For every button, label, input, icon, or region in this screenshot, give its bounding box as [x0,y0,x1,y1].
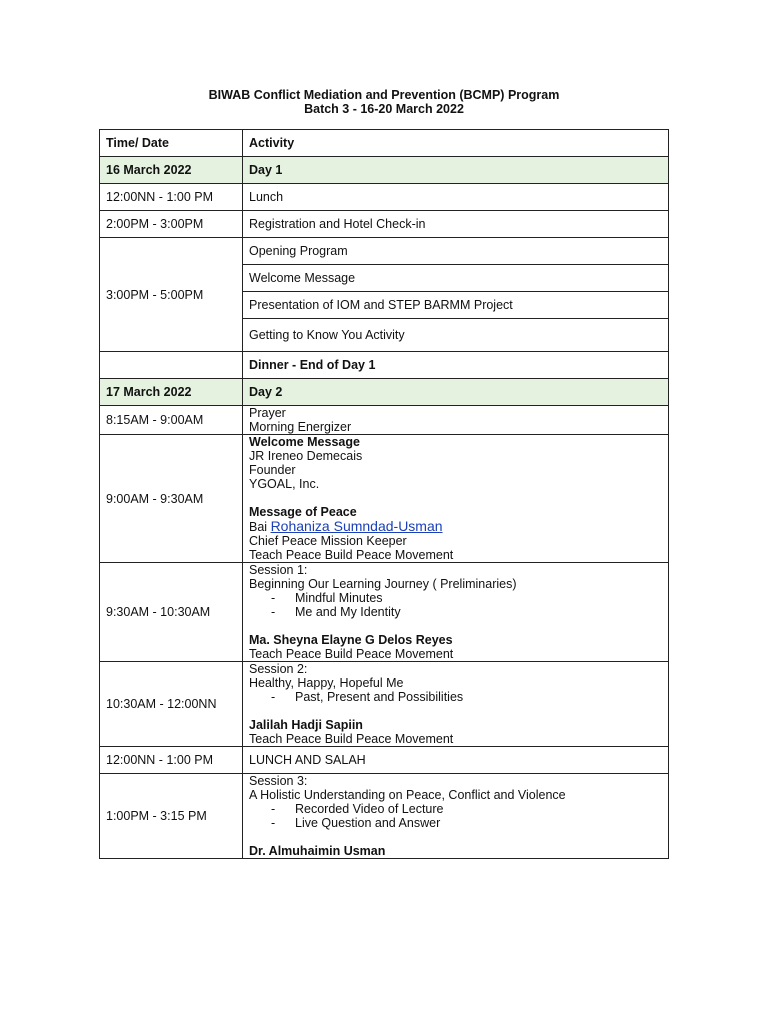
header-activity: Activity [243,130,669,157]
speaker-role: Founder [249,463,296,477]
speaker-org: YGOAL, Inc. [249,477,320,491]
session-title: Session 2: [249,662,308,676]
table-header-row [100,130,669,157]
program-title: BIWAB Conflict Mediation and Prevention (BCMP) Program [208,88,560,102]
row-time: 9:00AM - 9:30AM [100,435,243,563]
document-title [0,88,768,116]
table-row [100,352,669,379]
row-activity: Lunch [243,184,669,211]
row-activity [243,662,669,747]
session-title: Session 1: [249,563,308,577]
row-activity: Presentation of IOM and STEP BARMM Project [243,292,669,319]
session-speaker: Jalilah Hadji Sapiin [249,718,363,732]
row-activity [243,774,669,859]
table-row [100,435,669,563]
energizer-text: Morning Energizer [249,420,352,434]
table-row [100,184,669,211]
row-activity: LUNCH AND SALAH [243,747,669,774]
row-activity: Opening Program [243,238,669,265]
session-speaker: Ma. Sheyna Elayne G Delos Reyes [249,633,453,647]
speaker2-prefix: Bai [249,520,268,534]
table-row [100,238,669,265]
table-row [100,774,669,859]
row-activity: Registration and Hotel Check-in [243,211,669,238]
session-speaker: Dr. Almuhaimin Usman [249,844,386,858]
prayer-text: Prayer [249,406,286,420]
row-activity [243,435,669,563]
day1-end: Dinner - End of Day 1 [243,352,669,379]
bullet-item: - Recorded Video of Lecture [271,802,444,816]
row-activity: Welcome Message [243,265,669,292]
table-row [100,563,669,662]
bullet-item: - Live Question and Answer [271,816,441,830]
row-activity: Getting to Know You Activity [243,319,669,352]
row-time: 1:00PM - 3:15 PM [100,774,243,859]
row-time: 12:00NN - 1:00 PM [100,184,243,211]
speaker-name: JR Ireneo Demecais [249,449,363,463]
speaker2-org: Teach Peace Build Peace Movement [249,548,454,562]
speaker2-line [249,519,662,534]
speaker2-role: Chief Peace Mission Keeper [249,534,407,548]
session-subtitle: Beginning Our Learning Journey ( Preliminaries) [249,577,517,591]
bullet-item: - Mindful Minutes [271,591,383,605]
day2-date: 17 March 2022 [100,379,243,406]
day1-label: Day 1 [243,157,669,184]
row-time: 9:30AM - 10:30AM [100,563,243,662]
peace-heading: Message of Peace [249,505,357,519]
session-subtitle: A Holistic Understanding on Peace, Conflict and Violence [249,788,566,802]
session-title: Session 3: [249,774,308,788]
day1-date: 16 March 2022 [100,157,243,184]
row-time: 10:30AM - 12:00NN [100,662,243,747]
row-activity [243,406,669,435]
row-time-empty [100,352,243,379]
table-row [100,406,669,435]
schedule-table [99,129,669,859]
day1-row [100,157,669,184]
row-time: 8:15AM - 9:00AM [100,406,243,435]
bullet-item: - Past, Present and Possibilities [271,690,464,704]
session-org: Teach Peace Build Peace Movement [249,732,454,746]
row-activity [243,563,669,662]
speaker2-link[interactable]: Rohaniza Sumndad-Usman [270,518,443,534]
table-row [100,211,669,238]
session-subtitle: Healthy, Happy, Hopeful Me [249,676,404,690]
row-time: 12:00NN - 1:00 PM [100,747,243,774]
session-org: Teach Peace Build Peace Movement [249,647,454,661]
table-row [100,662,669,747]
welcome-heading: Welcome Message [249,435,360,449]
table-row [100,747,669,774]
row-time: 3:00PM - 5:00PM [100,238,243,352]
day2-label: Day 2 [243,379,669,406]
row-time: 2:00PM - 3:00PM [100,211,243,238]
header-time: Time/ Date [100,130,243,157]
bullet-item: - Me and My Identity [271,605,401,619]
day2-row [100,379,669,406]
batch-subtitle: Batch 3 - 16-20 March 2022 [304,102,464,116]
